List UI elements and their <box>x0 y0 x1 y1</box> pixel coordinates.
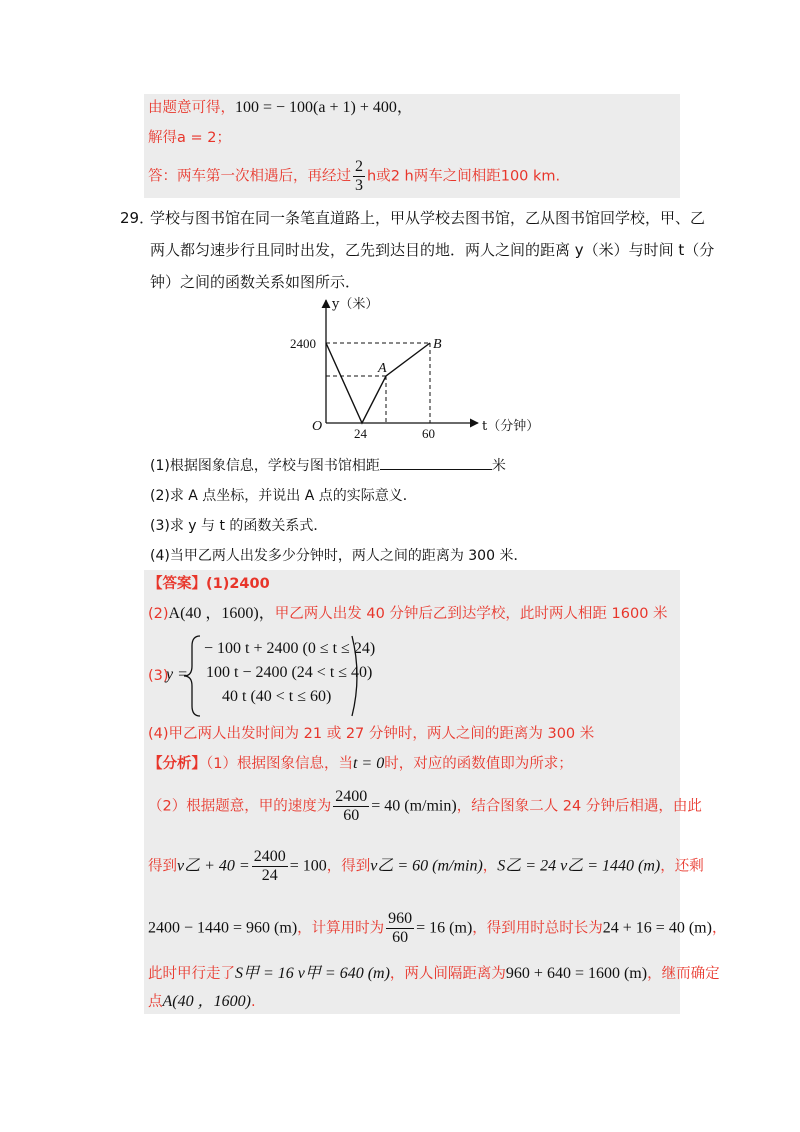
analysis-line-6 <box>148 992 256 1012</box>
point-b-label: B <box>433 337 442 352</box>
analysis-tag: 【分析】 <box>148 756 206 772</box>
prev-answer-text-2: 解得a = 2； <box>148 130 231 146</box>
sub-question-4: (4)当甲乙两人出发多少分钟时，两人之间的距离为 300 米． <box>150 548 528 564</box>
fraction-denominator: 24 <box>261 867 278 884</box>
answer-2-text: 甲乙两人出发 40 分钟后乙到达学校，此时两人相距 1600 米 <box>274 606 668 622</box>
answer-blank <box>380 455 492 470</box>
answer-2-prefix: (2) <box>148 606 169 622</box>
analysis-p4-text-c: ， <box>711 920 727 937</box>
analysis-line-1 <box>148 754 573 774</box>
piecewise-case-2: 100 t − 2400 (24 < t ≤ 40) <box>206 664 373 681</box>
analysis-line-4 <box>148 910 726 947</box>
answer-1 <box>148 574 270 594</box>
analysis-p5-eq2: 960 + 640 = 1600 (m) <box>505 965 648 982</box>
y-tick-2400: 2400 <box>290 336 316 351</box>
answer-tag: 【答案】 <box>148 576 206 592</box>
analysis-line-2 <box>148 788 702 825</box>
analysis-p4-eq2: = 16 (m) <box>416 919 473 937</box>
prev-answer-line-1 <box>148 98 413 118</box>
origin-label: O <box>312 419 323 434</box>
sub-question-1-text: (1)根据图象信息，学校与图书馆相距 <box>150 458 380 474</box>
prev-answer-fraction <box>353 158 365 195</box>
analysis-p4-text-a: ，计算用时为 <box>297 920 385 937</box>
prev-answer-text-1: 由题意可得， <box>148 100 235 116</box>
analysis-p3-velocity-result: v乙 = 60 (m/min) <box>370 857 483 875</box>
analysis-p4-eq1: 2400 − 1440 = 960 (m) <box>148 919 298 937</box>
answer-4: (4)甲乙两人出发时间为 21 或 27 分钟时，两人之间的距离为 300 米 <box>148 726 595 742</box>
prev-answer-line-2 <box>148 128 231 148</box>
time-fraction <box>386 910 414 947</box>
analysis-p6-text-b: . <box>250 994 256 1010</box>
y-axis-label: y（米） <box>332 297 379 312</box>
x-tick-24: 24 <box>354 426 367 441</box>
prev-answer-eq-1: 100 = − 100(a + 1) + 400， <box>235 99 413 116</box>
analysis-p5-text-b: ，两人间隔距离为 <box>389 966 506 982</box>
velocity-fraction <box>252 848 288 885</box>
question-line-3: 钟）之间的函数关系如图所示． <box>150 273 361 291</box>
analysis-p2-eq: = 40 (m/min) <box>371 797 457 815</box>
fraction-denominator: 60 <box>343 807 360 824</box>
analysis-p6-text-a: 点 <box>148 994 163 1010</box>
fraction-numerator: 2 <box>355 158 363 175</box>
analysis-p5-text-a: 此时甲行走了 <box>148 966 235 982</box>
analysis-p1-eq: t = 0 <box>352 755 385 772</box>
x-tick-60: 60 <box>422 426 435 441</box>
analysis-p2-text-b: ，结合图象二人 24 分钟后相遇，由此 <box>456 798 702 815</box>
distance-graph-line <box>326 343 430 423</box>
analysis-line-5 <box>148 964 720 984</box>
analysis-p4-text-b: ，得到用时总时长为 <box>472 920 603 937</box>
analysis-p2-text-a: （2）根据题意，甲的速度为 <box>148 798 332 815</box>
fraction-numerator: 2400 <box>335 788 368 805</box>
analysis-p3-text-b: ，得到 <box>326 858 371 875</box>
analysis-p1-text-a: （1）根据图象信息，当 <box>206 756 353 772</box>
sub-question-1 <box>150 455 506 476</box>
x-axis-label: t（分钟） <box>482 419 540 434</box>
question-number: 29． <box>120 209 155 227</box>
answer-3-y: y = <box>166 666 188 683</box>
question-line-1: 学校与图书馆在同一条笔直道路上，甲从学校去图书馆，乙从图书馆回学校，甲、乙 <box>150 209 706 227</box>
analysis-p3-text-a: 得到 <box>148 858 177 875</box>
fraction-denominator: 3 <box>355 177 363 194</box>
piecewise-case-1: − 100 t + 2400 (0 ≤ t ≤ 24) <box>204 640 376 657</box>
analysis-p6-eq: A(40 ，1600) <box>162 993 251 1010</box>
analysis-p5-text-c: ，继而确定 <box>647 966 720 982</box>
question-line-2: 两人都匀速步行且同时出发，乙先到达目的地．两人之间的距离 y（米）与时间 t（分 <box>150 241 715 259</box>
analysis-p3-text-c: ， <box>482 858 498 875</box>
analysis-p3-eq: = 100 <box>289 857 327 875</box>
analysis-p3-velocity: v乙 + 40 = <box>177 857 250 875</box>
piecewise-case-3: 40 t (40 < t ≤ 60) <box>222 688 332 705</box>
fraction-numerator: 960 <box>388 910 413 927</box>
fraction-numerator: 2400 <box>253 848 286 865</box>
analysis-p5-eq1: S甲 = 16 v甲 = 640 (m) <box>235 965 390 982</box>
answer-2 <box>148 604 668 624</box>
prev-answer-text-3a: 答：两车第一次相遇后，再经过 <box>148 168 351 185</box>
analysis-p1-text-b: 时，对应的函数值即为所求； <box>384 756 573 772</box>
analysis-p4-eq3: 24 + 16 = 40 (m) <box>602 919 712 937</box>
sub-question-3: (3)求 y 与 t 的函数关系式． <box>150 518 328 534</box>
point-a-label: A <box>378 361 387 376</box>
prev-answer-line-3 <box>148 158 560 195</box>
sub-question-2: (2)求 A 点坐标，并说出 A 点的实际意义． <box>150 488 417 504</box>
analysis-p3-text-d: ，还剩 <box>660 858 704 875</box>
analysis-p3-distance: S乙 = 24 v乙 = 1440 (m) <box>497 857 661 875</box>
answer-3-prefix: (3) <box>148 668 169 684</box>
sub-question-1-unit: 米 <box>491 458 506 474</box>
analysis-line-3 <box>148 848 704 885</box>
prev-answer-text-3b: h或2 h两车之间相距100 km. <box>367 168 561 185</box>
fraction-denominator: 60 <box>392 929 409 946</box>
answer-1-value: (1)2400 <box>206 576 270 592</box>
answer-2-point: A(40 ，1600)， <box>168 605 275 622</box>
speed-fraction <box>333 788 369 825</box>
